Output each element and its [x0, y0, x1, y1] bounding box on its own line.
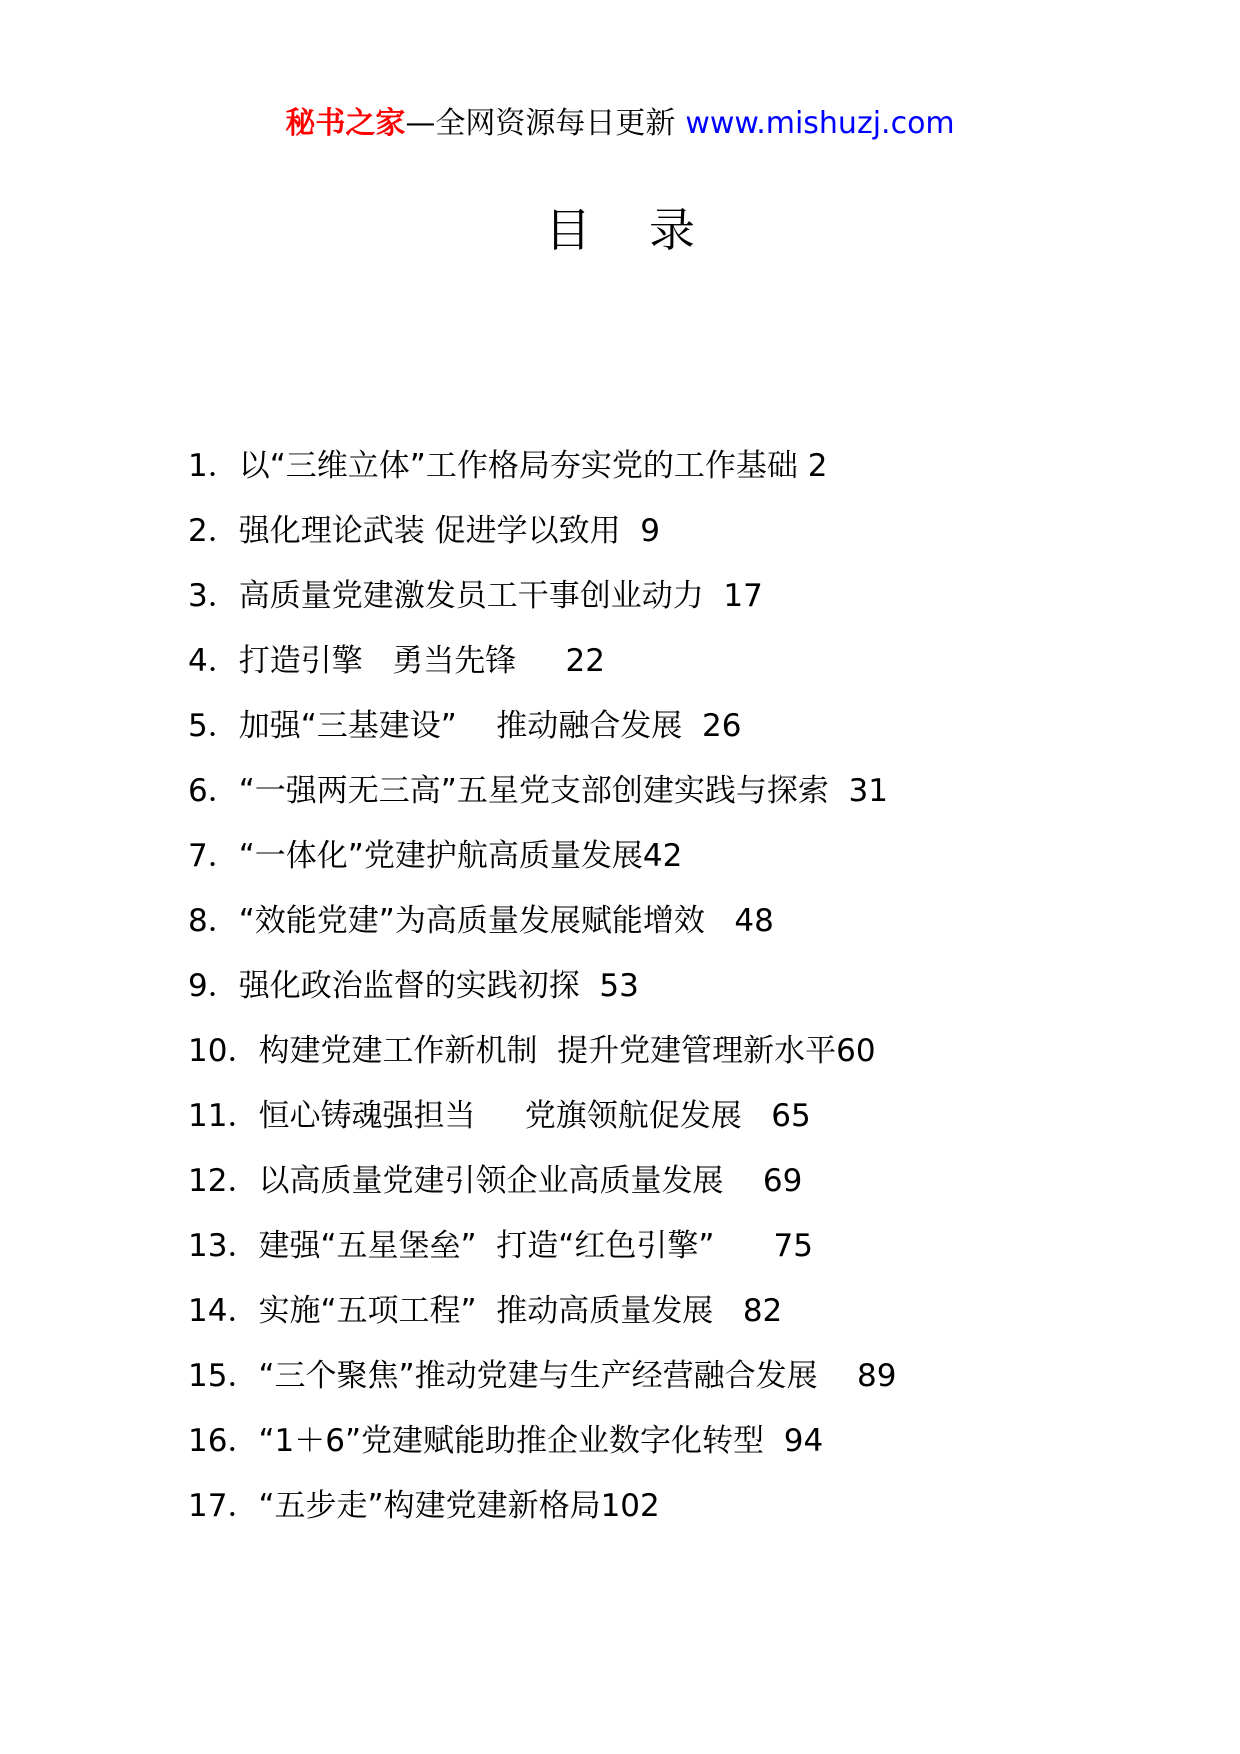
- toc-item[interactable]: 1．以“三维立体”工作格局夯实党的工作基础 2: [188, 448, 828, 484]
- toc-item[interactable]: 17．“五步走”构建党建新格局102: [188, 1488, 660, 1524]
- toc-item[interactable]: 15．“三个聚焦”推动党建与生产经营融合发展 89: [188, 1358, 897, 1394]
- toc-title: 目录: [545, 203, 753, 257]
- toc-item[interactable]: 7．“一体化”党建护航高质量发展42: [188, 838, 683, 874]
- toc-item[interactable]: 3．高质量党建激发员工干事创业动力 17: [188, 578, 763, 614]
- toc-item[interactable]: 5．加强“三基建设” 推动融合发展 26: [188, 708, 742, 744]
- toc-item[interactable]: 12．以高质量党建引领企业高质量发展 69: [188, 1163, 803, 1199]
- toc-item[interactable]: 8．“效能党建”为高质量发展赋能增效 48: [188, 903, 774, 939]
- header-separator: —: [405, 106, 436, 141]
- toc-item[interactable]: 10．构建党建工作新机制 提升党建管理新水平60: [188, 1033, 876, 1069]
- toc-item[interactable]: 13．建强“五星堡垒” 打造“红色引擎” 75: [188, 1228, 813, 1264]
- toc-item[interactable]: 9．强化政治监督的实践初探 53: [188, 968, 639, 1004]
- toc-item[interactable]: 4．打造引擎 勇当先锋 22: [188, 643, 606, 679]
- header-tagline: 全网资源每日更新: [435, 106, 676, 141]
- toc-item[interactable]: 14．实施“五项工程” 推动高质量发展 82: [188, 1293, 783, 1329]
- header-brand: 秘书之家: [285, 106, 406, 141]
- toc-item[interactable]: 6．“一强两无三高”五星党支部创建实践与探索 31: [188, 773, 888, 809]
- toc-item[interactable]: 2．强化理论武装 促进学以致用 9: [188, 513, 661, 549]
- toc-list: [188, 434, 1188, 1539]
- toc-item[interactable]: 16．“1＋6”党建赋能助推企业数字化转型 94: [188, 1423, 824, 1459]
- toc-item[interactable]: 11．恒心铸魂强担当 党旗领航促发展 65: [188, 1098, 811, 1134]
- site-header: [0, 100, 1240, 148]
- header-url-link[interactable]: www.mishuzj.com: [685, 106, 955, 141]
